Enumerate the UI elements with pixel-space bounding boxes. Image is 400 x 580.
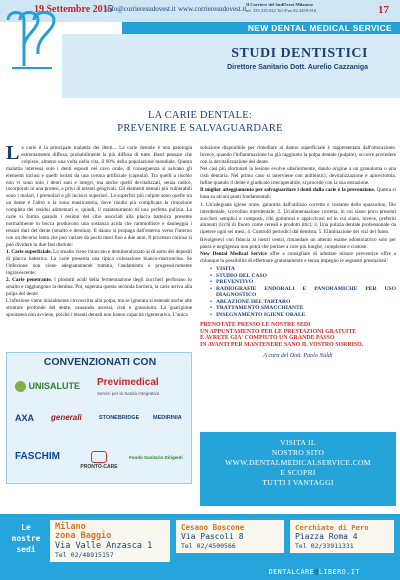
locations-footer bbox=[0, 514, 400, 580]
contact-website[interactable]: www.corrieresudovest.it bbox=[178, 5, 247, 13]
article-paragraph: Nei casi più sfortunati la lesione evolve ulteriormente, dando origine a un granuloma o una cisti dentaria. Nel primo caso si interviene con antibiotici, devitalizzazione e apicectomia. Infine quando il dente è giudicato irrecuperabile, si procede con la sua estrazione. bbox=[200, 166, 396, 187]
visit-website-box[interactable] bbox=[200, 432, 396, 506]
list-item: • ABLAZIONE DEL TARTARO bbox=[210, 299, 396, 306]
drop-cap: L bbox=[6, 142, 20, 164]
partner-logo: Fondo Sanitario Dirigenti bbox=[129, 455, 183, 460]
list-item: • INSEGNAMENTO IGIENE ORALE bbox=[210, 312, 396, 319]
list-item: • STUDIO DEL CASO bbox=[210, 273, 396, 280]
at-sign-icon: @ bbox=[314, 568, 319, 576]
visit-line: TUTTI I VANTAGGI bbox=[262, 478, 334, 487]
studio-header-panel bbox=[62, 34, 400, 98]
pronto-care-logo-icon bbox=[91, 451, 107, 463]
location-card-cerchiate: Cerchiate di Pero Piazza Roma 4 Tel 02/33911331 bbox=[290, 520, 394, 553]
article-paragraph: soluzione disponibile per rimediare al danno superficiale è rappresentata dall'otturazione. Invece, quando l'infiammazione ha già raggiunto la polpa dentale (pulpite), occorre procedere con la devitalizzazione del dente. bbox=[200, 145, 396, 165]
article-title-line2: PREVENIRE E SALVAGUARDARE bbox=[117, 122, 283, 134]
location-card-cesano: Cesano Boscone Via Pascoli 8 Tel 02/4500566 bbox=[176, 520, 284, 553]
article-paragraph: L'infezione viene inizialmente circoscritta alla polpa, ma se ignorata si estende anche alle strutture profonde del dente, causando ascessi, cisti e granulomi. La guarigione spontanea non avviene, poiché i tessuti dentali non hanno capacità rigenerativa. L'unica bbox=[6, 298, 192, 319]
article-column-right bbox=[200, 145, 396, 360]
article-paragraph: 1. Un'adeguata igiene orale, garantita dall'utilizzo corretto e costante dello spazzolino, filo interdentale, scovolino interdentale; 2. Un'alimentazione corretta, in cui siano poco presenti zuccheri semplici e composti, cibi gommosi e appiccicosi ed in cui siano, invece, preferiti alimenti ricchi di fluoro come cereali e prodotti ittici; 3. Una pulizia dentale professionale da ripetere ogni sei mesi; 4. Controlli periodici dal dentista; 5. Eliminazione dei vizi del fumo. bbox=[200, 201, 396, 236]
partner-logo: PRONTO-CARE bbox=[77, 451, 121, 470]
unisalute-logo-icon bbox=[15, 381, 26, 392]
booking-promo: PRENOTATE PRESSO LE NOSTRE SEDI UN APPUNTAMENTO PER LE PRESTAZIONI GRATUITE E AVRETE GIA' COMPIUTO UN GRANDE PASSO IN AVANTI PER MANTENERE SANO IL VOSTRO SORRISO. bbox=[200, 321, 364, 349]
article-byline: A cura del Dott. Paolo Naldi bbox=[263, 353, 333, 360]
article-title-line1: LA CARIE DENTALE: bbox=[147, 110, 253, 121]
section-band: NEW DENTAL MEDICAL SERVICE bbox=[122, 22, 400, 34]
article-paragraph: 2. Carie penetrante. I prodotti acidi della fermentazione degli zuccheri perforano lo smalto e raggiungono la dentina. Poi, superata questa seconda barriera, la carie arriva alla polpa del dente. bbox=[6, 277, 192, 298]
contact-email[interactable]: info@corrieresudovest.it bbox=[106, 5, 176, 13]
article-paragraph: La carie è la principale malattia dei denti... La carie dentale è una patologia estremamente diffusa, probabilmente la più diffusa di tutte. Basti pensare che colpisce, almeno una volta nella vita, il 90% della popolazione mondiale. Questa malattia interessa solo i denti esposti nel cavo orale, di conseguenza si salvano gli elementi inclusi e quelli isolati da una corona artificiale (capsula). Tra quelli a rischio non vi sono solo i denti sani e integri, ma anche quelli devitalizzati, senza radice, incorporati in una protesi, e privi di tessuti gengivali. Gli elementi dentali più vulnerabili sono i molari, i premolari e gli incisivi superiori. Le superfici più colpite sono quelle tra un dente e l'altro e la zona masticatoria, dove risulta più complicata la rimozione completa dei residui alimentari e, quindi, il mantenimento di una perfetta pulizia. La carie si forma quando i residui del cibo associati alla placca batterica presente normalmente in bocca producono una sostanza acida che rammollisce e danneggia i tessuti duri del dente (smalto e dentina). Il danno si propaga dall'esterno verso l'interno con un decorso lento che può variare da pochi mesi fino a due anni. Il processo carioso si può dividere in due fasi distinte: bbox=[6, 142, 192, 248]
list-item: • RADIOGRAFIE ENDORALI E PANORAMICHE PER USO DIAGNOSTICO bbox=[210, 286, 396, 299]
visit-line: VISITA IL bbox=[280, 438, 316, 447]
contact-email-footer[interactable]: DENTALCARE@LIBERO.IT bbox=[268, 568, 360, 576]
dental-service-logo-icon bbox=[2, 6, 62, 76]
article-paragraph: 1. Carie superficiale. Lo smalto viene intaccato e demineralizzato al di sotto dei depositi di placca batterica. La carie presenta una tipica colorazione bianco-marroncina. Se l'infezione non viene adeguatamente trattata, l'andamento è progressivamente ingravescente; bbox=[6, 249, 192, 276]
partner-logo: Previmedical bbox=[97, 377, 159, 388]
article-title bbox=[28, 110, 372, 135]
partner-logo: STONEBRIDGE bbox=[99, 415, 140, 421]
partner-logo: AXA bbox=[15, 413, 35, 423]
partner-tagline: Servizi per la Sanità Integrativa bbox=[97, 391, 160, 396]
visit-line: NOSTRO SITO bbox=[271, 448, 325, 457]
locations-intro: Le nostre sedi bbox=[11, 523, 41, 554]
list-item: • PREVENTIVO bbox=[210, 279, 396, 286]
visit-line: E SCOPRI bbox=[280, 468, 316, 477]
article-paragraph: New Dental Medical Service offre a consigliare di adottare misure preventive offre a chiunque la possibilità di effettuare gratuitamente e senza impegno le seguenti prestazioni: bbox=[200, 251, 396, 264]
partner-logo: generali bbox=[51, 413, 82, 422]
partner-logo: MEDIRINIA bbox=[153, 415, 182, 421]
article-paragraph: Il miglior atteggiamento per salvaguardare i denti dalla carie è la prevenzione. Questa si basa su alcuni punti fondamentali: bbox=[200, 187, 396, 201]
free-services-list bbox=[210, 266, 396, 319]
masthead-box bbox=[246, 2, 366, 20]
partner-logo: UNISALUTE bbox=[15, 381, 80, 392]
agreements-box bbox=[6, 352, 192, 484]
partner-logo: FASCHIM bbox=[15, 451, 60, 462]
location-card-milano: Milano zona Baggio Via Valle Anzasca 1 Tel 02/48915157 bbox=[50, 520, 170, 562]
article-column-left bbox=[6, 142, 192, 320]
agreements-title: CONVENZIONATI CON bbox=[43, 356, 157, 368]
list-item: • TRATTAMENTO SMACCHIANTE bbox=[210, 305, 396, 312]
page-number: 17 bbox=[378, 4, 389, 16]
visit-website-link[interactable]: WWW.DENTALMEDICALSERVICE.COM bbox=[225, 458, 371, 467]
issue-date: 19 Settembre 2015 bbox=[34, 4, 113, 15]
masthead-name: Il Corriere del SudOvest Milanese bbox=[246, 2, 314, 7]
masthead-phone: tel. 335.335.022 Tel./Fax 02.4459.916 bbox=[246, 8, 317, 13]
list-item: • VISITA bbox=[210, 266, 396, 273]
article-paragraph: Rivolgetevi con fiducia ai nostri centri, rimandare un attento esame odontoiatrico solo per paura o negligenza non potrà che portare a cure più lunghe, complesse e costose. bbox=[200, 236, 396, 250]
studio-title: STUDI DENTISTICI bbox=[231, 46, 368, 61]
studio-director: Direttore Sanitario Dott. Aurelio Cazzaniga bbox=[227, 64, 368, 71]
